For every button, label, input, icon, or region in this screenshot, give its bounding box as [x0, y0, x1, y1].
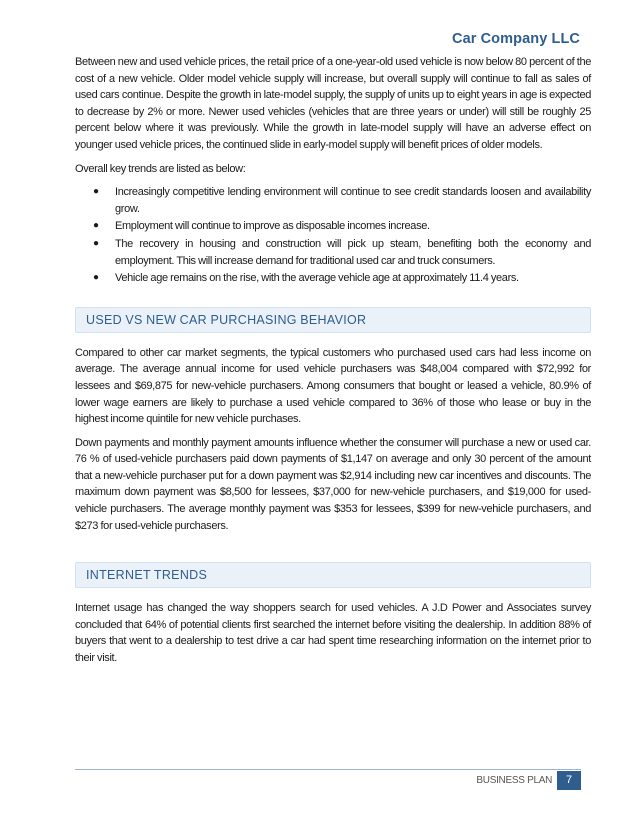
- company-name: Car Company LLC: [452, 31, 580, 47]
- section-heading-purchasing-behavior: USED VS NEW CAR PURCHASING BEHAVIOR: [75, 307, 591, 333]
- footer-label: BUSINESS PLAN: [476, 775, 552, 786]
- footer-divider: [75, 769, 581, 770]
- intro-paragraph: Between new and used vehicle prices, the retail price of a one-year-old used vehicle is now below 80 percent of the cost of a new vehicle. Older model vehicle supply will increase, but overall supply will continue to fall as sales of used cars continue. Despite the growth in late-model supply, the supply of units up to eight years in age is expected to decrease by 2% or more. Newer used vehicles (vehicles that are three years or under) will still be roughly 25 percent below where it was previously. While the growth in late-model supply will have an adverse effect on younger used vehicle prices, the continued slide in early-model supply will benefit prices of older models.: [75, 56, 591, 151]
- trends-lead: Overall key trends are listed as below:: [75, 162, 246, 175]
- page-number: 7: [557, 771, 581, 790]
- behavior-paragraph-1: Compared to other car market segments, the typical customers who purchased used cars had less income on average. The average annual income for used vehicle purchasers was $48,004 compared with $72,992 for lessees and $69,875 for new-vehicle purchasers. Among consumers that bought or leased a vehicle, 80.9% of lower wage earners are likely to purchase a used vehicle compared to 36% of those who lease or buy in the highest income quintile for new vehicle purchases.: [75, 346, 591, 426]
- internet-paragraph: Internet usage has changed the way shoppers search for used vehicles. A J.D Power and Associates survey concluded that 64% of potential clients first searched the internet before visiting the dealership. In addition 88% of buyers that went to a dealership to test drive a car had spent time researching information on the internet prior to their visit.: [75, 602, 591, 665]
- list-item: ● Employment will continue to improve as disposable incomes increase.: [115, 218, 591, 235]
- list-item: ● Increasingly competitive lending environment will continue to see credit standards loosen and availability grow.: [93, 186, 591, 215]
- list-item: ● The recovery in housing and construction will pick up steam, benefiting both the economy and employment. This will increase demand for traditional used car and truck consumers.: [93, 237, 591, 267]
- section-heading-internet-trends: INTERNET TRENDS: [75, 562, 591, 588]
- trends-list: [75, 184, 591, 287]
- bullet-icon: ●: [93, 272, 99, 284]
- bullet-icon: ●: [93, 220, 99, 232]
- bullet-icon: ●: [93, 237, 99, 249]
- behavior-paragraph-2: Down payments and monthly payment amounts influence whether the consumer will purchase a new or used car. 76 % of used-vehicle purchasers paid down payments of $1,147 on average and only 30 percent of the amount that a new-vehicle purchaser put for a down payment was $2,914 including new car incentives and discounts. The maximum down payment was $8,500 for lessees, $37,000 for new-vehicle purchasers, and $19,000 for used-vehicle purchasers. The average monthly payment was $353 for lessees, $399 for new-vehicle purchasers, and $273 for used-vehicle purchasers.: [75, 436, 591, 532]
- list-item: ● Vehicle age remains on the rise, with the average vehicle age at approximately 11.4 years.: [115, 270, 591, 287]
- page-body: [75, 54, 591, 674]
- bullet-icon: ●: [93, 186, 99, 198]
